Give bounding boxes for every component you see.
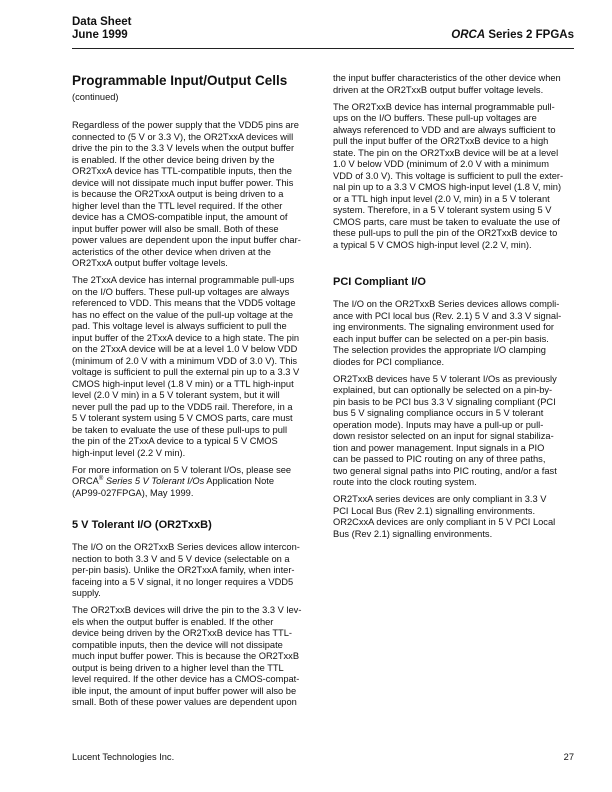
paragraph: OR2TxxB devices have 5 V tolerant I/Os as previously explained, but can optionally be selected on a pin-by- pin basis to be PCI bus 3.3 V signaling compliant (PCI bus 5 V signaling compliance occurs in 5 V tolerant operation mode). Inputs may have a pull-up or pull- down resistor selected on an input for signal stabiliza- tion and power management. Input signals in a PIO can be passed to PIC routing on any of three paths, two general signal paths into PIC routing, and/or a fast route into the clock routing system. <box>333 373 557 487</box>
section-title: Programmable Input/Output Cells <box>72 73 288 88</box>
brand-name: ORCA <box>451 29 486 41</box>
paragraph: The OR2TxxB devices will drive the pin to the 3.3 V lev- els when the output buffer is enabled. If the other device being driven by the OR2TxxB device has TTL- compatible inputs, then the device will not dissipate much input buffer power. This is because the OR2TxxB output is being driven to a higher level than the TTL level required. If the other device has a CMOS-compat- ible input, the amount of input buffer power will also be small. Both of these power values are dependent upon <box>72 605 302 707</box>
paragraph: OR2TxxA series devices are only compliant in 3.3 V PCI Local Bus (Rev 2.1) signalling environments. OR2CxxA devices are only compliant in 5 V PCI Local Bus (Rev 2.1) signalling environments. <box>333 494 556 539</box>
header-left <box>72 16 131 42</box>
page-number: 27 <box>563 752 574 762</box>
registered-mark: ® <box>98 475 104 482</box>
paragraph: Regardless of the power supply that the VDD5 pins are connected to (5 V or 3.3 V), the OR2TxxA devices will drive the pin to the 3.3 V levels when the output buffer is enabled. If the other device being driven by the OR2TxxA device has TTL-compatible inputs, then the device will not dissipate much input buffer power. This is because the OR2TxxA output is being driven to a higher level than the TTL level required. If the other device has a CMOS-compatible input, the amount of input buffer power will also be small. Both of these power values are dependent upon the input buffer char- acteristics of the other device when driven at the OR2TxxA output buffer voltage levels. <box>72 120 301 268</box>
doc-date: June 1999 <box>72 29 128 41</box>
app-note-title: Series 5 V Tolerant I/Os <box>103 476 205 486</box>
section-heading: PCI Compliant I/O <box>333 276 426 288</box>
paragraph: the input buffer characteristics of the other device when driven at the OR2TxxB output buffer voltage levels. <box>333 73 561 95</box>
product-name: Series 2 FPGAs <box>485 29 574 41</box>
continued-label: (continued) <box>72 92 119 102</box>
header-right <box>451 29 574 42</box>
text: Application Note (AP99-027FPGA), May 1999. <box>72 476 275 498</box>
section-heading: 5 V Tolerant I/O (OR2TxxB) <box>72 519 212 531</box>
paragraph: The 2TxxA device has internal programmable pull-ups on the I/O buffers. These pull-up voltages are always referenced to VDD. This means that the VDD5 voltage has no effect on the value of the pull-up voltage at the pad. This voltage level is always sufficient to pull the input buffer of the 2TxxA device to a high state. The pin on the 2TxxA device will be at a level 1.0 V below VDD (minimum of 2.0 V with a minimum VDD of 3.0 V). This voltage is sufficient to pull the external pin up to a 3.3 V CMOS high-input level (1.8 V min) or a TTL high-input level (2.0 V min) in a 5 V tolerant system, but it will never pull the pad up to the VDD5 rail. Therefore, in a 5 V tolerant system using 5 V CMOS parts, care must be taken to evaluate the use of these pull-ups to pull the pin of the 2TxxA device to a typical 5 V CMOS high-input level (2.2 V min). <box>72 275 300 458</box>
doc-type: Data Sheet <box>72 16 132 28</box>
header-rule <box>72 48 574 49</box>
left-column <box>72 73 316 714</box>
text: For more information on 5 V tolerant I/Os, please see ORCA <box>72 464 292 486</box>
paragraph: The I/O on the OR2TxxB Series devices allows compli- ance with PCI local bus (Rev. 2.1) 5 V and 3.3 V signal- ing environments. The signaling environment used for each input buffer can be selected on a per-pin basis. The selection provides the appropriate I/O clamping diodes for PCI compliance. <box>333 299 562 367</box>
paragraph: The OR2TxxB device has internal programmable pull- ups on the I/O buffers. These pull-up voltages are always referenced to VDD and are always sufficient to pull the input buffer of the OR2TxxB device to a high state. The pin on the OR2TxxB device will be at a level 1.0 V below VDD (minimum of 2.0 V with a minimum VDD of 3.0 V). This voltage is sufficient to pull the exter- nal pin up to a 3.3 V CMOS high-input level (1.8 V, min) or a TTL high input level (2.0 V, min) in a 5 V tolerant system. Therefore, in a 5 V tolerant system using 5 V CMOS parts, care must be taken to evaluate the use of these pull-ups to pull the pin of the OR2TxxB device to a typical 5 V CMOS high-input level (2.2 V, min). <box>333 101 564 250</box>
paragraph: The I/O on the OR2TxxB Series devices allow intercon- nection to both 3.3 V and 5 V device (selectable on a per-pin basis). Unlike the OR2TxxA family, when inter- faceing into a 5 V signal, it no longer requires a VDD5 supply. <box>72 542 300 598</box>
footer-company: Lucent Technologies Inc. <box>72 752 175 762</box>
right-column <box>333 73 577 546</box>
paragraph-reference <box>72 465 316 500</box>
